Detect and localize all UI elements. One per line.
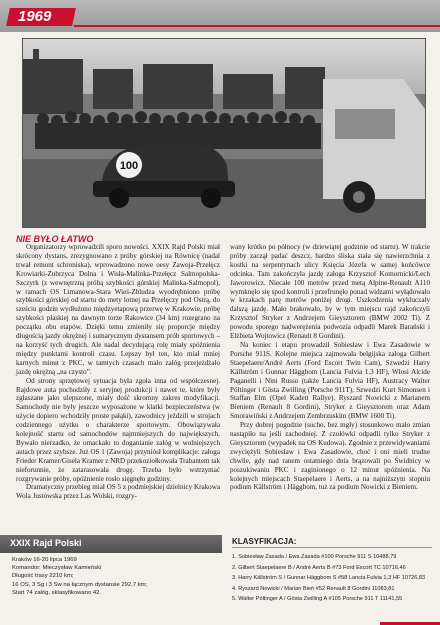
info-line: Komandor: Mieczysław Kamieński <box>12 565 102 572</box>
classification-list <box>232 552 432 605</box>
info-line: Kraków 16-20 lipca 1969 <box>12 557 77 563</box>
paragraph: Dramatyczny przebieg miał OS 5 z podmiejskiej dzielnicy Krakowa Wola Justowska przez Las Wolski, rozgry- <box>16 483 220 501</box>
paragraph: Przy dobrej pogodzie (sucho, bez mgły) stosunkowo mało zmian nastąpiło na jeśli zachodniej. Z czołówki odpadli tylko Stryker z Gieysztorem (wypadek na OS Kudowa). Zgodnie z przewidywaniami zwyciężyli Sobiesław i Ewa Zasadowie, choć i oni mieli trudne chwile, gdy nad ranem ostatniego dnia brązowali po Świdnicy w poszukiwaniu PKC i zaginionego o 12 minut spóźnienia. Na kolejnych miejscach Staepelaere i Aerts, a na najniższym stopniu podium Källström i Häggbom, tuż za podium Nowicki z Bieniem. <box>230 421 430 492</box>
classification-rule <box>232 547 432 548</box>
rally-info-header <box>0 535 222 553</box>
classification-item: 5. Walter Pöltinger A / Gösta Zwilling A #105 Porsche 911 T 11141,55 <box>232 596 403 602</box>
info-line: Długość trasy 2210 km; <box>12 573 74 580</box>
rally-photo <box>22 38 426 228</box>
classification-title: KLASYFIKACJA: <box>232 537 297 546</box>
paragraph: Na koniec i etapu prowadził Sobiesław i Ewa Zasadowie w Porsche 911S. Kolejne miejsca zajmowała belgijska załoga Gilbert Staepelaere/André Aerts (Ford Escort Twin Cam), Szwedzi Harry Källström i Gunnar Häggbom (Lancia Fulvia 1.3 HF), Włosi Alcide Paganelli i Nini Russo (także Lancia Fulvia HF), Austracy Walter Pöltinger i Gösta Zwilling (Porsche 911T), Szwedzi Kurt Simonsen i Staffan Elm (Opel Kadett Rallye), Ryszard Nowicki z Marianem Bieniem (Renault 8 Gordini), Stryker z Gieysztorem oraz Adam Smorawiński z Andrzejem Zembrzuskim (BMW 1600 Ti). <box>230 340 430 421</box>
info-line: 16 OS, 3 Sg i 3 Sw na łącznym dystansie 292,7 km; <box>12 581 148 588</box>
classification-item: 3. Harry Källström S / Gunnar Häggbom S #58 Lancia Fulvia 1,3 HF 10726,83 <box>232 575 426 581</box>
header-rule <box>74 25 440 27</box>
info-line: Start 74 załóg, sklasyfikowano 42. <box>12 589 102 596</box>
car-number: 100 <box>119 160 139 172</box>
paragraph: Organizatorzy wprowadzili sporo nowości. XXIX Rajd Polski miał skrócony dystans, zrezygnowano z próby górskiej na Równicę (nadal trwał remont schroniska), wprowadzono nowe oesy Zawoja-Przełęcz Krowiarki-Zubrzyca Dolna i Wisła-Malinka-Przełęcz Salmopolska-Szczyrk (z wewnętrzną próbą szybkości górskiej Malinka-Salmopol), w ramach OS Limanowa-Stara Wieś-Zbludza wyodrębniono próbę szybkości górskiej od startu do mety lotnej na Przełęczy pod Ostrą, do sześciu godzin wydłużono międzyetapową przerwę w Krakowie, próbę szybkości płaskiej na dawnym torze Rakowice (34 km) rozegrano na początku obu etapów. Dzięki temu zmieniły się proporcje między długością jazdy okrężnej i sumarycznym dystansem prób sportowych – na korzyść tych drugich. Ale nadal decydującą rolę miały spóźnienia między punktami kontroli czasu. Lepszy był ten, kto miał mniej karnych minut z PKC, w tamtych czasach mało załóg przejeżdżało jazdę okrężną „na czysto”. <box>16 243 220 376</box>
classification-item: 4. Ryszard Nowicki / Marian Bień #52 Renault 8 Gordini 11083,81 <box>232 585 395 592</box>
rally-info-lines <box>12 556 218 597</box>
classification-item: 2. Gilbert Staepelaere B / André Aerts B #73 Ford Escort TC 10716,46 <box>232 564 406 571</box>
paragraph: wany krótko po północy (w dziewiątej godzinie od startu). W trakcie próby zaczął padać deszcz, bardzo śliska stała się nawierzchnia z kostki na serpentynach ulicy Księcia Józefa w samej końcówce odcinka. Tam zakończyła jazdę załoga Krzysztof Komornicki/Lech Jaworowicz. Niecałe 100 metrów przed metą Alpine-Renault A110 wymknęło się spod kontroli i przefrunęło ponad widzami wyłądowało w krzakach parę metrów poniżej drogi. Uszkodzenia wykluczały dalszą jazdę. Mało brakowało, by w tym miejscu rajd zakończyli Krzysztof Stryker z Andrzejem Gieysztorem (BMW 2002 Ti). Z powodu sporego nadwerężenia podwozia odpadli Marek Barański i Elżbieta Wojtowicz (Renault 8 Gordini). <box>230 243 430 341</box>
paragraph: Od strony sprzętowej sytuacja była zgoła inna od współczesnej. Rajdowe auta pochodziły z seryjnej produkcji i nawet te, które były zgłaszane jako ulepszone, miały dość skromny zakres modyfikacji. Samochody nie były jeszcze wyposażone w klatki bezpieczeństwa (w użycie dopiero wchodziły proste pałąki), zawodnicy jeździli w strojach codziennego użytku o charakterze sportowym. Obowiązywała kolejność startu od samochodów najmniejszych do największych. Bywało nierzadko, że omackało to doganianie załóg w wolniejszych autach przez szybsze. Już OS 1 (Zawoja) przyniósł komplikacje: załoga Frieder Kramer/Gisela Kramer z NRD przekoziołkowała Trabantem tak nieforunnie, że zatarasowała drogę. Trzeba było wstrzymać rozgrywanie próby, opóźnienie rosło sięgnęło godziny. <box>16 376 220 483</box>
classification-item: 1. Sobiesław Zasada / Ewa Zasada #100 Porsche 911 S 10488,79 <box>232 554 397 560</box>
article-subtitle: NIE BYŁO ŁATWO <box>16 234 94 244</box>
section-header <box>0 0 440 32</box>
rally-info-title: XXIX Rajd Polski <box>10 538 82 548</box>
year-label: 1969 <box>18 8 52 25</box>
article-column-2 <box>230 243 430 492</box>
article-column-1 <box>16 243 220 501</box>
